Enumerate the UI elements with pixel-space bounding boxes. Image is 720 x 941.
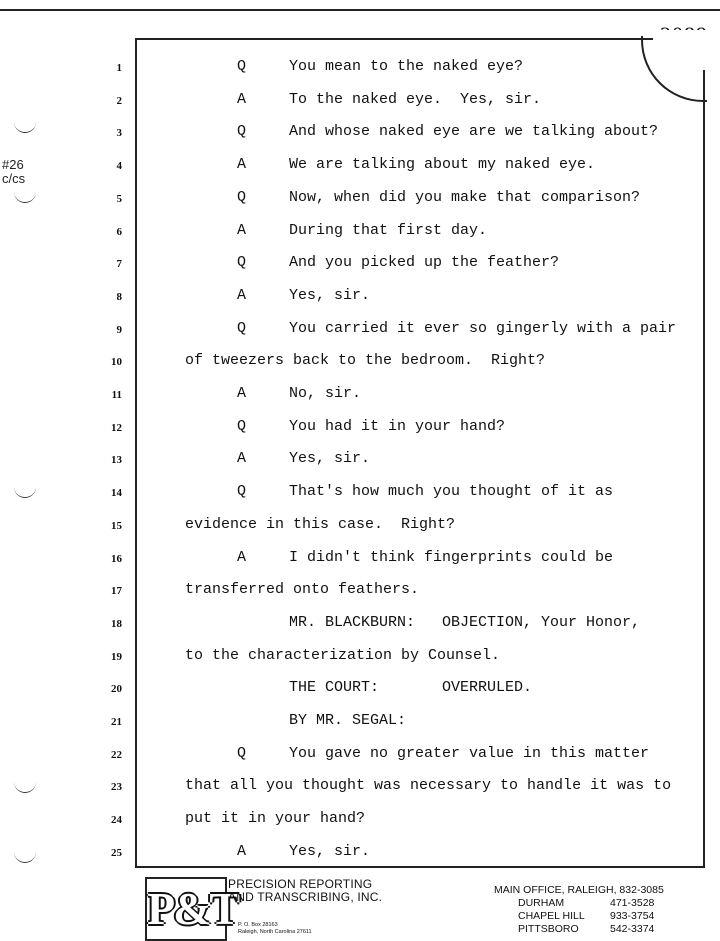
line-text: And whose naked eye are we talking about? [289,123,659,141]
line-number: 8 [116,290,122,303]
transcript-line [0,810,720,846]
transcript-line [0,385,720,421]
speaker-label: Q [237,744,247,762]
line-text: That's how much you thought of it as [289,483,614,501]
company-name [228,878,382,904]
speaker-label: Q [237,319,247,337]
transcript-line [0,417,720,454]
line-number: 25 [111,846,122,859]
line-text: put it in your hand? [185,810,366,828]
speaker-label: A [237,221,247,239]
line-text: to the characterization by Counsel. [185,646,501,664]
frame-top-rule [135,38,653,40]
line-text: We are talking about my naked eye. [289,156,596,174]
main-office: MAIN OFFICE, RALEIGH, 832-3085 [494,884,664,896]
office-city: PITTSBORO [518,923,579,935]
office-phone: 542-3374 [610,923,655,935]
transcript-line [0,254,720,290]
line-number: 23 [111,781,122,794]
transcript-line [0,581,720,617]
line-text: During that first day. [289,221,488,239]
transcript-line [0,712,720,748]
line-text: And you picked up the feather? [289,254,560,272]
line-number: 5 [116,192,122,205]
line-text: evidence in this case. Right? [185,515,456,533]
line-number: 9 [116,323,122,336]
speaker-label: A [237,385,247,402]
speaker-label: Q [237,123,247,141]
line-number: 10 [111,356,122,369]
line-number: 2 [116,94,122,107]
office-city: CHAPEL HILL [518,910,585,922]
office-list [494,884,664,936]
transcript-line [0,450,720,486]
line-number: 24 [111,814,122,827]
speaker-label: Q [237,483,247,501]
line-number: 19 [111,650,122,663]
office-row [494,923,664,936]
office-phone: 933-3754 [610,910,655,922]
top-rule [0,9,720,11]
company-address [238,922,312,936]
line-text: No, sir. [289,385,362,402]
transcript-line [0,613,720,650]
line-number: 14 [111,487,122,500]
line-text: Yes, sir. [289,450,371,468]
office-phone: 471-3528 [610,897,655,909]
transcript-line [0,515,720,552]
transcript-line [0,221,720,258]
line-number: 3 [116,127,122,140]
logo-lettering: P&T [147,883,239,934]
transcript-line [0,646,720,683]
footer [0,872,720,940]
line-number: 15 [111,519,122,532]
speaker-label: Q [237,58,247,75]
line-number: 12 [111,421,122,434]
transcript-line [0,777,720,813]
transcript-line [0,156,720,192]
speaker-label: A [237,156,247,174]
transcript-line [0,352,720,388]
line-number: 22 [111,748,122,761]
speaker-label: A [237,548,247,566]
line-number: 21 [111,716,122,728]
line-text: You carried it ever so gingerly with a pair [289,319,677,337]
address-line2: Raleigh, North Carolina 27611 [238,929,312,935]
office-row [494,897,664,910]
line-text: THE COURT: OVERRULED. [289,679,533,697]
line-number: 4 [116,160,122,173]
speaker-label: A [237,842,247,860]
line-text: I didn't think fingerprints could be [289,548,614,566]
transcript-line [0,123,720,159]
line-text: Now, when did you make that comparison? [289,188,641,206]
line-text: of tweezers back to the bedroom. Right? [185,352,546,370]
transcript-line [0,548,720,585]
transcript-line [0,483,720,519]
line-number: 7 [116,258,122,271]
speaker-label: Q [237,254,247,272]
office-city: DURHAM [518,897,565,909]
margin-note-exhibit: #26 [2,157,24,172]
company-logo [145,877,239,941]
speaker-label: A [237,450,247,468]
line-text: You gave no greater value in this matter [289,744,650,762]
transcript-line [0,319,720,356]
transcript-line [0,58,720,94]
line-text: MR. BLACKBURN: OBJECTION, Your Honor, [289,613,641,631]
line-number: 20 [111,683,122,696]
line-text: BY MR. SEGAL: [289,712,407,729]
company-name-line2: AND TRANSCRIBING, INC. [228,890,383,904]
transcript-line [0,744,720,781]
transcript-line [0,90,720,127]
address-line1: P. O. Box 28163 [238,922,278,928]
line-text: You mean to the naked eye? [289,58,524,75]
line-number: 16 [111,552,122,565]
line-number: 13 [111,454,122,467]
line-number: 17 [111,585,122,598]
speaker-label: A [237,286,247,304]
speaker-label: A [237,90,247,108]
line-number: 18 [111,617,122,630]
line-number: 1 [116,62,122,74]
speaker-label: Q [237,188,247,206]
transcript-line [0,679,720,715]
company-name-line1: PRECISION REPORTING [228,877,373,891]
transcript-line [0,188,720,225]
line-text: Yes, sir. [289,286,371,304]
line-number: 11 [111,389,122,401]
line-text: You had it in your hand? [289,417,506,435]
speaker-label: Q [237,417,247,435]
line-text: To the naked eye. Yes, sir. [289,90,542,108]
line-number: 6 [116,225,122,238]
line-text: transferred onto feathers. [185,581,420,599]
office-row [494,910,664,923]
transcript-line [0,286,720,323]
line-text: that all you thought was necessary to handle it was to [185,777,672,795]
margin-note-initials: c/cs [2,171,26,186]
line-text: Yes, sir. [289,842,371,860]
